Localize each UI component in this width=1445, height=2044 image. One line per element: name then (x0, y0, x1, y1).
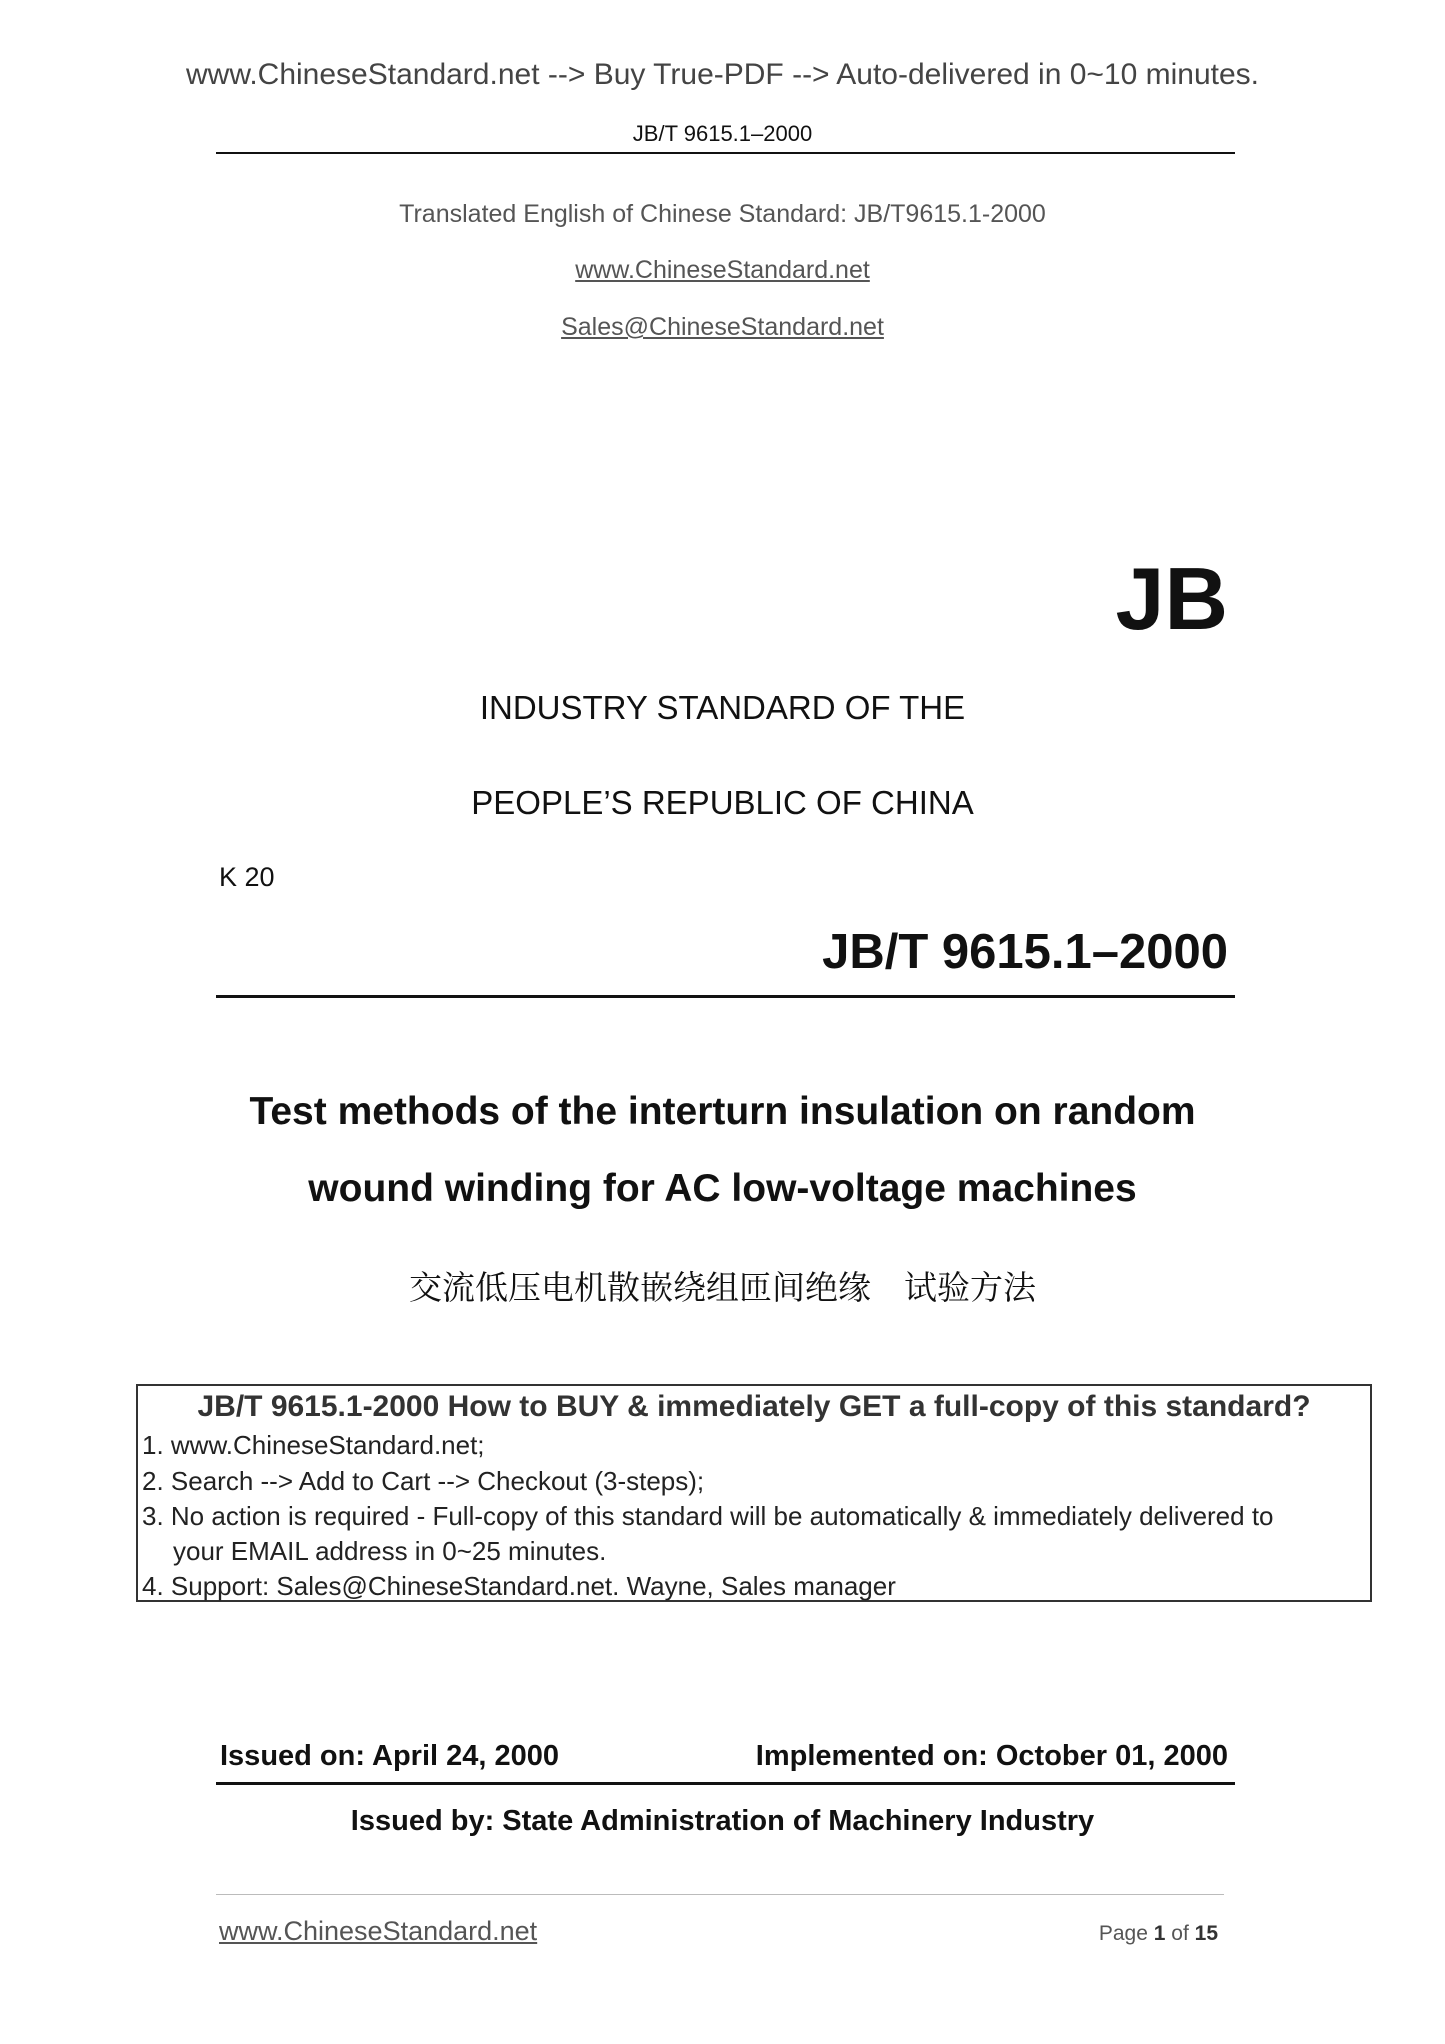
purchase-step-3-continued: your EMAIL address in 0~25 minutes. (173, 1536, 607, 1566)
page-number (1099, 1922, 1218, 1946)
issued-on-date: Issued on: April 24, 2000 (220, 1740, 559, 1772)
implemented-on-date: Implemented on: October 01, 2000 (755, 1740, 1228, 1772)
footer-divider (216, 1894, 1224, 1895)
jb-mark: JB (1115, 549, 1228, 648)
page-current: 1 (1153, 1922, 1166, 1945)
title-english-line1: Test methods of the interturn insulation on random (249, 1090, 1196, 1133)
industry-standard-line2: PEOPLE’S REPUBLIC OF CHINA (471, 784, 974, 821)
purchase-step-2: 2. Search --> Add to Cart --> Checkout (3-steps); (142, 1466, 705, 1496)
header-standard-code: JB/T 9615.1–2000 (632, 121, 813, 146)
title-chinese: 交流低压电机散嵌绕组匝间绝缘 试验方法 (409, 1269, 1036, 1306)
sales-link-row (0, 313, 1445, 342)
purchase-box-heading: JB/T 9615.1-2000 How to BUY & immediately GET a full-copy of this standard? (197, 1390, 1311, 1423)
dates-divider (216, 1782, 1235, 1785)
issued-by: Issued by: State Administration of Machinery Industry (350, 1805, 1095, 1837)
site-link[interactable]: www.ChineseStandard.net (575, 256, 870, 284)
top-banner: www.ChineseStandard.net --> Buy True-PDF --> Auto-delivered in 0~10 minutes. (185, 58, 1260, 91)
site-link-row (0, 256, 1445, 285)
translated-line: Translated English of Chinese Standard: JB/T9615.1-2000 (399, 200, 1046, 228)
page-of-label: of (1171, 1922, 1189, 1945)
purchase-step-3: 3. No action is required - Full-copy of this standard will be automatically & immediately delivered to (142, 1501, 1274, 1531)
sales-email-link[interactable]: Sales@ChineseStandard.net (561, 313, 884, 341)
header-divider (216, 152, 1235, 154)
title-english-line2: wound winding for AC low-voltage machines (308, 1167, 1137, 1210)
standard-number-divider (216, 995, 1235, 998)
industry-standard-line1: INDUSTRY STANDARD OF THE (479, 689, 966, 726)
classification-code: K 20 (219, 862, 275, 892)
page-label: Page (1098, 1922, 1148, 1945)
purchase-info-box (136, 1384, 1372, 1602)
purchase-step-1: 1. www.ChineseStandard.net; (142, 1430, 485, 1460)
page-total: 15 (1194, 1922, 1218, 1945)
footer-site-link[interactable]: www.ChineseStandard.net (219, 1916, 538, 1946)
standard-number: JB/T 9615.1–2000 (822, 925, 1228, 979)
purchase-step-4: 4. Support: Sales@ChineseStandard.net. Wayne, Sales manager (142, 1571, 896, 1601)
